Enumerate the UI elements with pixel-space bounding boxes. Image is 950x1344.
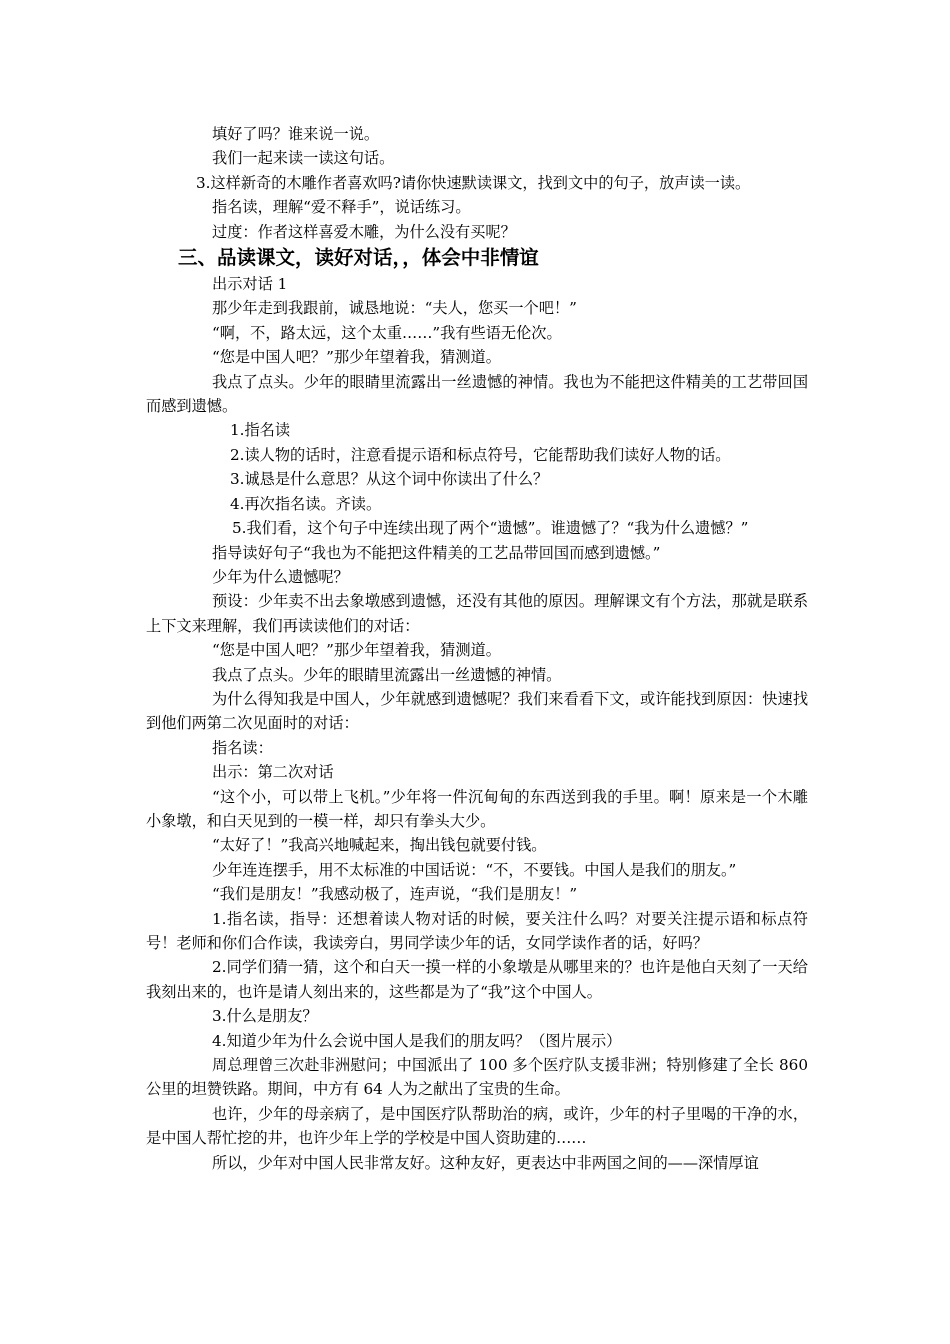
list-item: 2.读人物的话时，注意看提示语和标点符号，它能帮助我们读好人物的话。: [230, 445, 731, 464]
paragraph: 1.指名读，指导：还想着读人物对话的时候，要关注什么吗？对要关注提示语和标点符号！老师和你们合作读，我读旁白，男同学读少年的话，女同学读作者的话，好吗？: [146, 909, 808, 952]
list-item: 4.再次指名读。齐读。: [230, 494, 382, 513]
paragraph: 预设：少年卖不出去象墩感到遗憾，还没有其他的原因。理解课文有个方法，那就是联系上下文来理解，我们再读读他们的对话：: [146, 592, 808, 635]
text-line: 那少年走到我跟前，诚恳地说：“夫人，您买一个吧！”: [212, 299, 577, 318]
paragraph: 也许，少年的母亲病了，是中国医疗队帮助治的病，或许，少年的村子里喝的干净的水，是中国人帮忙挖的井，也许少年上学的学校是中国人资助建的……: [146, 1104, 808, 1148]
text-line: “您是中国人吧？”那少年望着我，猜测道。: [212, 348, 501, 367]
paragraph: 2.同学们猜一猜，这个和白天一摸一样的小象墩是从哪里来的？也许是他白天刻了一天给我刻出来的，也许是请人刻出来的，这些都是为了“我”这个中国人。: [146, 958, 808, 1001]
paragraph: “这个小，可以带上飞机。”少年将一件沉甸甸的东西送到我的手里。啊！原来是一个木雕小象墩，和白天见到的一模一样，却只有拳头大少。: [146, 787, 808, 830]
document-body: [146, 122, 808, 1175]
text-line: 出示：第二次对话: [212, 763, 334, 782]
paragraph: 周总理曾三次赴非洲慰问；中国派出了 100 多个医疗队支援非洲；特别修建了全长 860 公里的坦赞铁路。期间，中方有 64 人为之献出了宝贵的生命。: [146, 1056, 808, 1099]
text-line: 少年连连摆手，用不太标准的中国话说：“不，不要钱。中国人是我们的朋友。”: [212, 860, 737, 879]
section-heading: 三、品读课文，读好对话，，体会中非情谊: [178, 246, 539, 270]
text-line: 指名读：: [212, 738, 273, 757]
list-item: 3.诚恳是什么意思？从这个词中你读出了什么？: [230, 470, 549, 489]
text-line: 3.这样新奇的木雕作者喜欢吗?请你快速默读课文，找到文中的句子，放声读一读。: [196, 173, 751, 192]
list-item: 1.指名读: [230, 421, 291, 440]
text-line: 我们一起来读一读这句话。: [212, 149, 395, 168]
text-line: 指导读好句子“我也为不能把这件精美的工艺品带回国而感到遗憾。”: [212, 543, 661, 562]
text-line: 少年为什么遗憾呢？: [212, 567, 349, 586]
list-item: 5.我们看，这个句子中连续出现了两个“遗憾”。谁遗憾了？“我为什么遗憾？”: [232, 519, 749, 538]
text-line: 填好了吗？谁来说一说。: [212, 125, 380, 143]
paragraph: 为什么得知我是中国人，少年就感到遗憾呢？我们来看看下文，或许能找到原因：快速找到他们两第二次见面时的对话：: [146, 689, 808, 733]
text-line: 过度：作者这样喜爱木雕，为什么没有买呢？: [212, 222, 516, 241]
text-line: 指名读，理解“爱不释手”，说话练习。: [212, 198, 471, 217]
text-line: 所以，少年对中国人民非常友好。这种友好，更表达中非两国之间的——深情厚谊: [212, 1153, 759, 1172]
text-line: “您是中国人吧？”那少年望着我，猜测道。: [212, 641, 501, 660]
text-line: 3.什么是朋友？: [212, 1007, 318, 1026]
text-line: 我点了点头。少年的眼睛里流露出一丝遗憾的神情。: [212, 665, 562, 684]
text-line: “我们是朋友！”我感动极了，连声说，“我们是朋友！”: [212, 885, 578, 904]
paragraph: 我点了点头。少年的眼睛里流露出一丝遗憾的神情。我也为不能把这件精美的工艺带回国而感到遗憾。: [146, 372, 808, 416]
text-line: 出示对话 1: [212, 275, 288, 294]
text-line: 4.知道少年为什么会说中国人是我们的朋友吗？（图片展示）: [212, 1031, 622, 1050]
text-line: “太好了！”我高兴地喊起来，掏出钱包就要付钱。: [212, 836, 547, 855]
text-line: “啊，不，路太远，这个太重……”我有些语无伦次。: [212, 323, 562, 342]
